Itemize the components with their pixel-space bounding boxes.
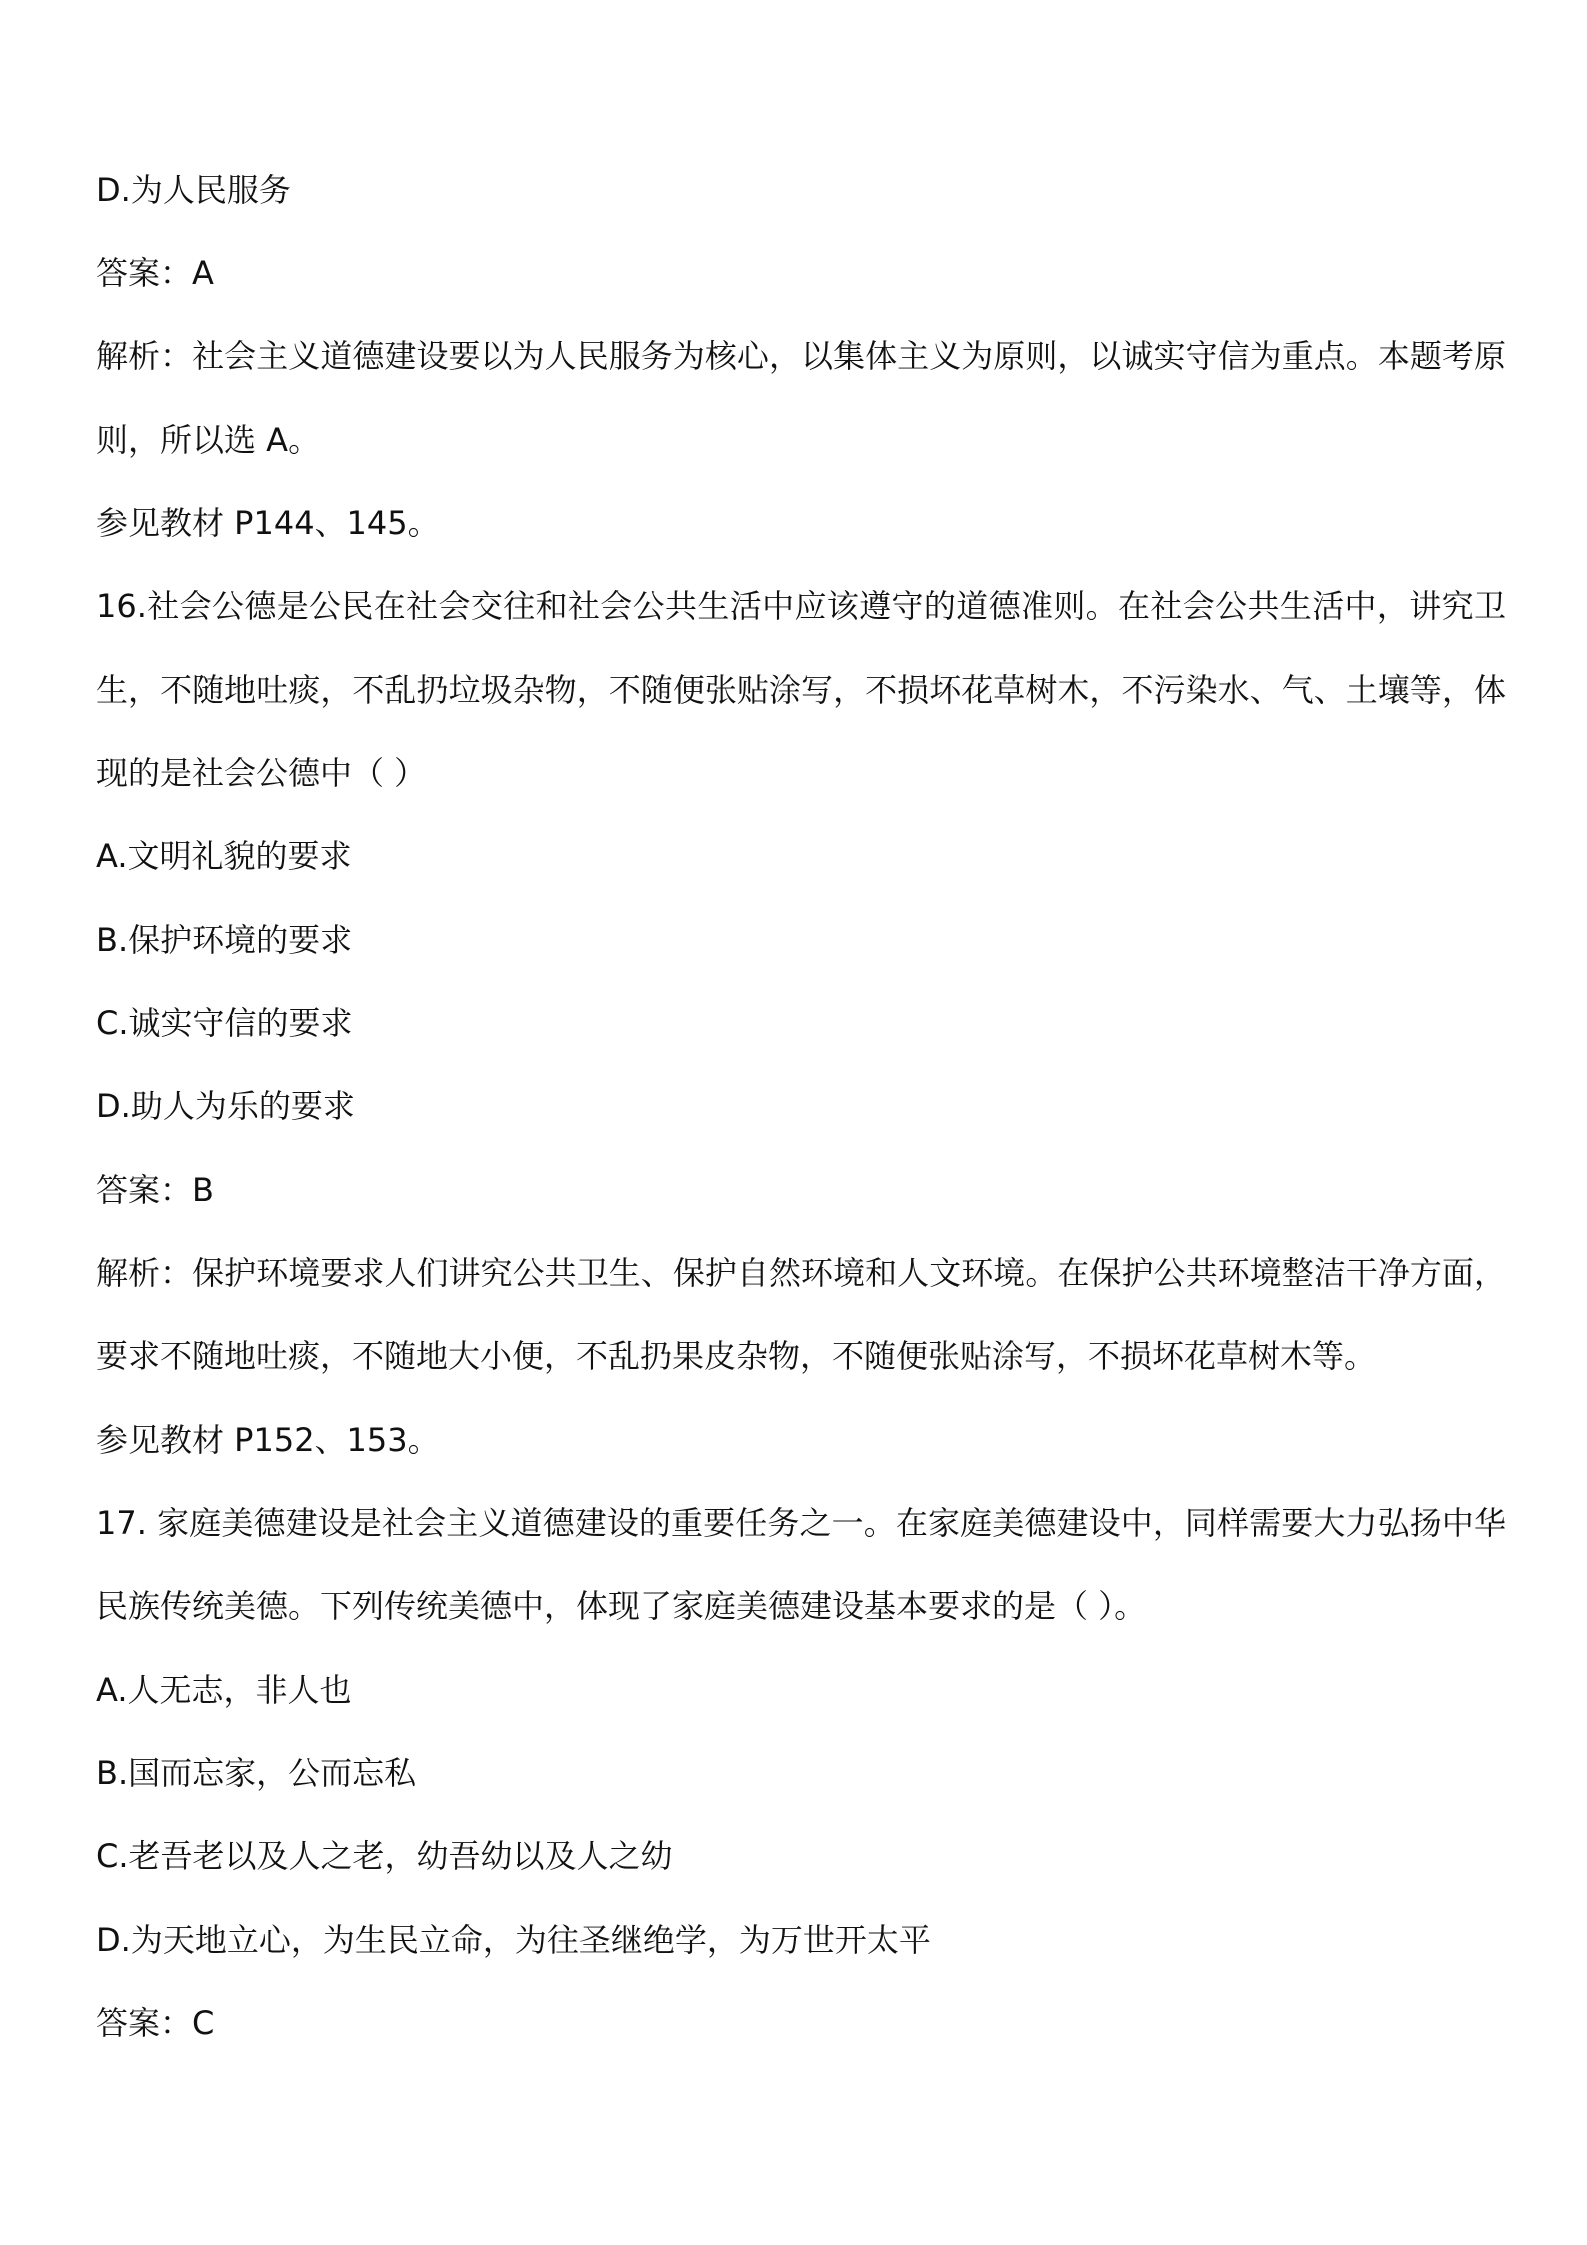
q16-analysis-line-2: 要求不随地吐痰，不随地大小便，不乱扔果皮杂物，不随便张贴涂写，不损坏花草树木等。 xyxy=(96,1337,1377,1375)
q15-reference: 参见教材 P144、145。 xyxy=(96,504,440,542)
q16-option-a: A.文明礼貌的要求 xyxy=(96,837,352,875)
q16-option-c: C.诚实守信的要求 xyxy=(96,1004,353,1042)
q17-option-c: C.老吾老以及人之老，幼吾幼以及人之幼 xyxy=(96,1837,673,1875)
q16-answer: 答案：B xyxy=(96,1171,214,1209)
q16-option-d: D.助人为乐的要求 xyxy=(96,1087,355,1125)
q16-option-b: B.保护环境的要求 xyxy=(96,921,353,959)
q17-option-d: D.为天地立心，为生民立命，为往圣继绝学，为万世开太平 xyxy=(96,1921,931,1959)
q15-analysis-line-1: 解析：社会主义道德建设要以为人民服务为核心，以集体主义为原则，以诚实守信为重点。本题考原 xyxy=(96,337,1506,375)
q17-stem-line-1: 17. 家庭美德建设是社会主义道德建设的重要任务之一。在家庭美德建设中，同样需要大力弘扬中华 xyxy=(96,1504,1506,1542)
q15-analysis-line-2: 则，所以选 A。 xyxy=(96,421,321,459)
q17-option-a: A.人无志，非人也 xyxy=(96,1671,352,1709)
q16-reference: 参见教材 P152、153。 xyxy=(96,1421,440,1459)
q15-option-d: D.为人民服务 xyxy=(96,171,291,209)
q17-option-b: B.国而忘家，公而忘私 xyxy=(96,1754,417,1792)
q15-answer: 答案：A xyxy=(96,254,214,292)
q16-stem-line-2: 生，不随地吐痰，不乱扔垃圾杂物，不随便张贴涂写，不损坏花草树木，不污染水、气、土壤等，体 xyxy=(96,671,1506,709)
q17-answer: 答案：C xyxy=(96,2004,215,2042)
q16-analysis-line-1: 解析：保护环境要求人们讲究公共卫生、保护自然环境和人文环境。在保护公共环境整洁干净方面， xyxy=(96,1254,1506,1292)
q16-stem-line-3: 现的是社会公德中（ ） xyxy=(96,754,427,792)
q16-stem-line-1: 16.社会公德是公民在社会交往和社会公共生活中应该遵守的道德准则。在社会公共生活中，讲究卫 xyxy=(96,587,1506,625)
q17-stem-line-2: 民族传统美德。下列传统美德中，体现了家庭美德建设基本要求的是（ ）。 xyxy=(96,1587,1147,1625)
